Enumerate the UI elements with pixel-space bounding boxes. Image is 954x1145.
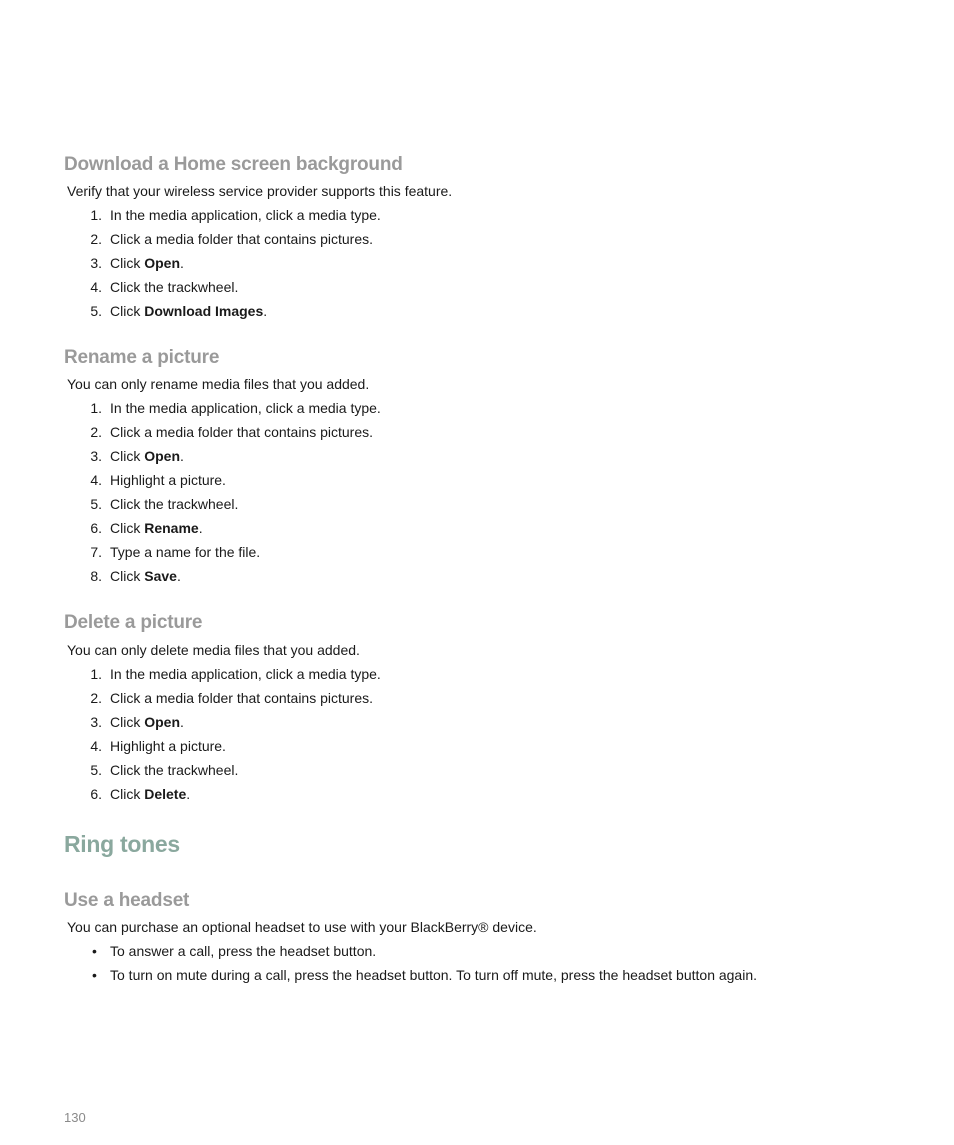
step-text: Highlight a picture.: [110, 472, 226, 488]
step-number: 3.: [90, 714, 102, 730]
section-intro: Verify that your wireless service provider supports this feature.: [67, 183, 453, 199]
chapter-title: Ring tones: [64, 831, 180, 857]
step-text-end: .: [263, 303, 268, 319]
step-text: Type a name for the file.: [110, 544, 261, 560]
step-number: 1.: [90, 400, 102, 416]
step-number: 4.: [90, 279, 102, 295]
step-item: [64, 468, 884, 492]
step-text: Click: [110, 786, 145, 802]
step-item: [64, 564, 884, 588]
step-item: [64, 662, 884, 686]
bullet-item: [64, 939, 884, 963]
section-ring-tones: [64, 830, 884, 858]
step-item: [64, 710, 884, 734]
step-text: Click the trackwheel.: [110, 279, 239, 295]
step-text: Click: [110, 520, 145, 536]
bullet-item: [64, 963, 884, 987]
step-text-end: .: [198, 520, 203, 536]
step-number: 3.: [90, 255, 102, 271]
step-ui-term: Save: [144, 568, 177, 584]
section-title: Rename a picture: [64, 347, 220, 368]
step-text-end: .: [180, 255, 184, 271]
step-number: 5.: [90, 762, 102, 778]
step-ui-term: Open: [144, 714, 181, 730]
step-text: Click a media folder that contains pictures.: [110, 690, 374, 706]
page-number: 130: [64, 1110, 86, 1125]
step-text: Click: [110, 568, 145, 584]
step-number: 4.: [90, 472, 102, 488]
section-intro: You can only rename media files that you added.: [67, 376, 370, 392]
step-number: 5.: [90, 303, 102, 319]
step-number: 2.: [90, 231, 102, 247]
step-number: 4.: [90, 738, 102, 754]
step-number: 5.: [90, 496, 102, 512]
step-text-end: .: [180, 448, 184, 464]
step-text-end: .: [176, 568, 181, 584]
step-item: [64, 444, 884, 468]
bullet-dot-icon: •: [92, 967, 97, 983]
step-item: [64, 251, 884, 275]
step-item: [64, 203, 884, 227]
section-title: Delete a picture: [64, 612, 203, 633]
step-text: In the media application, click a media type.: [110, 207, 381, 223]
step-item: [64, 492, 884, 516]
step-number: 7.: [90, 544, 102, 560]
step-text: In the media application, click a media type.: [110, 400, 381, 416]
step-item: [64, 516, 884, 540]
step-text: Click a media folder that contains pictures.: [110, 424, 374, 440]
step-text: Click: [110, 303, 145, 319]
step-text: Click: [110, 448, 145, 464]
step-text: Click: [110, 255, 145, 271]
step-text-end: .: [180, 714, 184, 730]
step-item: [64, 686, 884, 710]
section-download-background: [64, 153, 884, 323]
steps-list: [64, 396, 884, 588]
step-item: [64, 275, 884, 299]
step-number: 6.: [90, 786, 102, 802]
step-number: 1.: [90, 207, 102, 223]
section-intro: You can only delete media files that you added.: [67, 642, 360, 658]
step-ui-term: Delete: [144, 786, 187, 802]
step-item: [64, 299, 884, 323]
steps-list: [64, 203, 884, 323]
step-number: 2.: [90, 424, 102, 440]
step-text: In the media application, click a media type.: [110, 666, 381, 682]
step-text-end: .: [186, 786, 191, 802]
section-title: Download a Home screen background: [64, 154, 403, 175]
step-number: 6.: [90, 520, 102, 536]
step-item: [64, 540, 884, 564]
step-ui-term: Open: [144, 255, 181, 271]
bullet-dot-icon: •: [92, 943, 97, 959]
step-number: 2.: [90, 690, 102, 706]
step-number: 8.: [90, 568, 102, 584]
step-text: Click the trackwheel.: [110, 762, 239, 778]
bullet-text: To turn on mute during a call, press the headset button. To turn off mute, press the headset button again.: [110, 967, 758, 983]
step-item: [64, 758, 884, 782]
step-ui-term: Open: [144, 448, 181, 464]
step-text: Click: [110, 714, 145, 730]
step-text: Click the trackwheel.: [110, 496, 239, 512]
section-rename-picture: [64, 346, 884, 588]
section-delete-picture: [64, 611, 884, 806]
step-text: Click a media folder that contains pictures.: [110, 231, 374, 247]
step-ui-term: Download Images: [144, 303, 264, 319]
bullet-text: To answer a call, press the headset button.: [110, 943, 377, 959]
section-title: Use a headset: [64, 890, 190, 911]
step-item: [64, 734, 884, 758]
step-item: [64, 782, 884, 806]
step-item: [64, 420, 884, 444]
section-use-headset: [64, 889, 884, 987]
step-text: Highlight a picture.: [110, 738, 226, 754]
section-intro: You can purchase an optional headset to use with your BlackBerry® device.: [67, 919, 537, 935]
bullet-list: [64, 939, 884, 987]
step-number: 1.: [90, 666, 102, 682]
step-number: 3.: [90, 448, 102, 464]
step-ui-term: Rename: [144, 520, 199, 536]
steps-list: [64, 662, 884, 806]
step-item: [64, 396, 884, 420]
step-item: [64, 227, 884, 251]
